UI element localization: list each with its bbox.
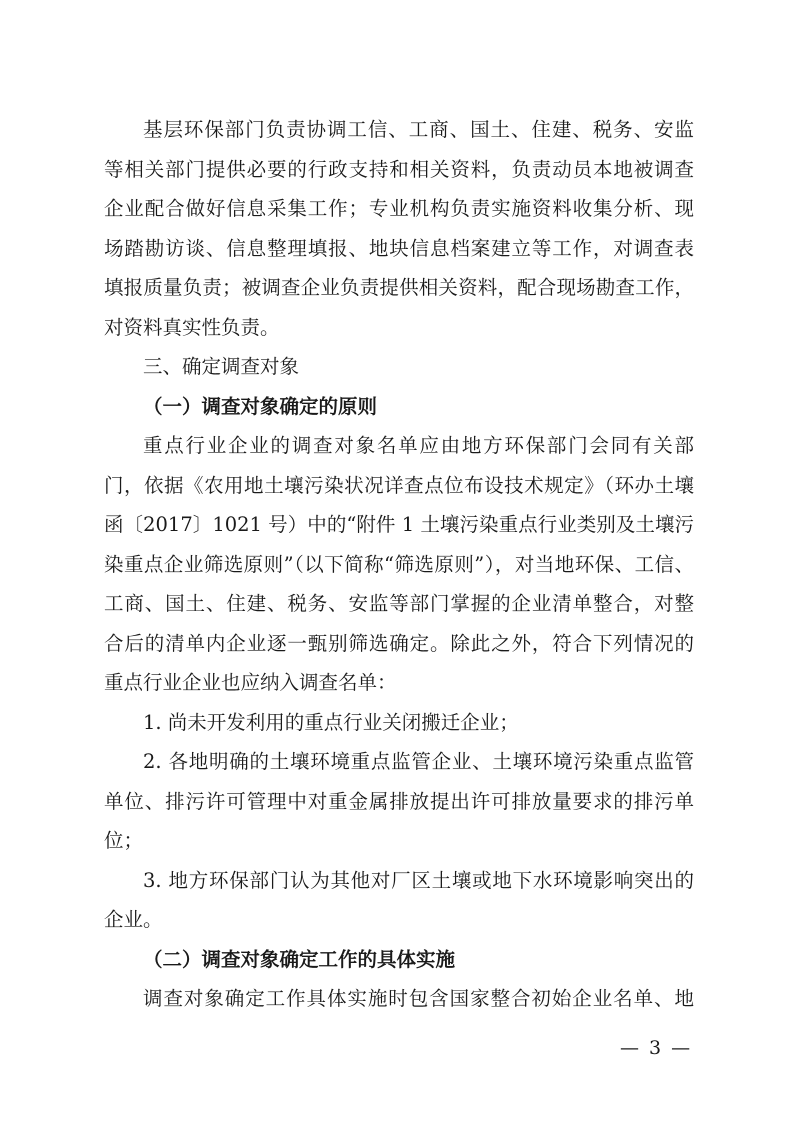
paragraph-3-line-1: 调查对象确定工作具体实施时包含国家整合初始企业名单、地 [143, 987, 694, 1010]
list-item-1-line-1: 1. 尚未开发利用的重点行业关闭搬迁企业； [143, 711, 519, 734]
paragraph-2-line-4: 染重点企业筛选原则”（以下简称“筛选原则”），对当地环保、工信、 [104, 553, 694, 576]
paragraph-1-line-1: 基层环保部门负责协调工信、工商、国土、住建、税务、安监 [143, 118, 694, 141]
paragraph-2-line-1: 重点行业企业的调查对象名单应由地方环保部门会同有关部 [143, 434, 694, 457]
subsection-2-heading: （二）调查对象确定工作的具体实施 [143, 948, 456, 971]
paragraph-2-line-3: 函〔2017〕1021 号）中的“附件 1 土壤污染重点行业类别及土壤污 [104, 513, 694, 536]
paragraph-1-line-3: 企业配合做好信息采集工作；专业机构负责实施资料收集分析、现 [104, 197, 694, 220]
paragraph-1-line-6: 对资料真实性负责。 [104, 316, 280, 339]
paragraph-2-line-7: 重点行业企业也应纳入调查名单： [104, 671, 397, 694]
paragraph-2-line-2: 门，依据《农用地土壤污染状况详查点位布设技术规定》（环办土壤 [104, 474, 694, 497]
list-item-2-line-1: 2. 各地明确的土壤环境重点监管企业、土壤环境污染重点监管 [143, 750, 694, 773]
paragraph-2-line-6: 合后的清单内企业逐一甄别筛选确定。除此之外，符合下列情况的 [104, 632, 694, 655]
paragraph-1-line-5: 填报质量负责；被调查企业负责提供相关资料，配合现场勘查工作， [104, 276, 694, 299]
list-item-2-line-3: 位； [104, 829, 144, 852]
page-number: — 3 — [620, 1037, 693, 1059]
paragraph-2-line-5: 工商、国土、住建、税务、安监等部门掌握的企业清单整合，对整 [104, 592, 694, 615]
list-item-3-line-1: 3. 地方环保部门认为其他对厂区土壤或地下水环境影响突出的 [143, 869, 694, 892]
list-item-3-line-2: 企业。 [104, 908, 163, 931]
paragraph-1-line-2: 等相关部门提供必要的行政支持和相关资料，负责动员本地被调查 [104, 158, 694, 181]
list-item-2-line-2: 单位、排污许可管理中对重金属排放提出许可排放量要求的排污单 [104, 790, 694, 813]
section-3-heading: 三、确定调查对象 [143, 355, 300, 378]
subsection-1-heading: （一）调查对象确定的原则 [143, 395, 378, 418]
paragraph-1-line-4: 场踏勘访谈、信息整理填报、地块信息档案建立等工作，对调查表 [104, 237, 694, 260]
